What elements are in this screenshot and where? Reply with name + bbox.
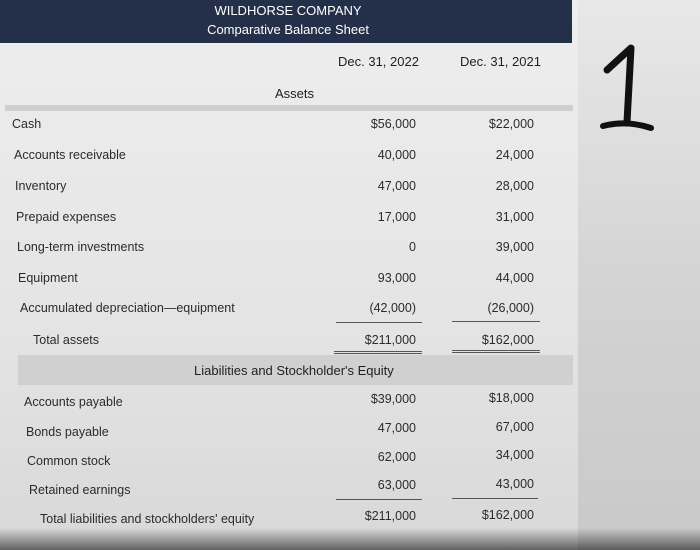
- value-2021: 43,000: [495, 477, 534, 491]
- value-2021: 39,000: [495, 240, 534, 254]
- value-2022: 17,000: [377, 210, 416, 224]
- value-2021: $162,000: [481, 508, 534, 522]
- row-label: Equipment: [18, 271, 78, 285]
- row-label: Total liabilities and stockholders' equity: [40, 512, 255, 526]
- value-2021: 67,000: [495, 420, 534, 434]
- table-row: [0, 477, 578, 503]
- value-2022: 47,000: [377, 179, 416, 193]
- value-2021: $162,000: [481, 333, 534, 347]
- row-label: Long-term investments: [17, 240, 145, 254]
- value-2022: $39,000: [370, 392, 416, 406]
- row-label: Prepaid expenses: [16, 210, 117, 224]
- statement-title: Comparative Balance Sheet: [207, 22, 369, 37]
- subtotal-rule-2021: [452, 498, 538, 499]
- company-name: WILDHORSE COMPANY: [214, 3, 362, 18]
- value-2022: $211,000: [364, 509, 416, 523]
- subtotal-rule-2022: [336, 322, 422, 323]
- value-2021: 44,000: [495, 271, 534, 285]
- value-2021: 28,000: [495, 179, 534, 193]
- value-2021: 31,000: [495, 210, 534, 224]
- row-label: Accounts payable: [24, 395, 123, 409]
- total-double-rule-2022: [334, 351, 422, 354]
- subtotal-rule-2022: [336, 499, 422, 500]
- value-2022: 47,000: [377, 421, 416, 435]
- value-2021: $18,000: [488, 391, 534, 405]
- row-label: Accounts receivable: [14, 148, 126, 162]
- row-label: Bonds payable: [26, 425, 109, 439]
- total-double-rule-2021: [452, 350, 540, 353]
- row-label: Accumulated depreciation—equipment: [20, 301, 235, 315]
- column-header-2022: Dec. 31, 2022: [338, 54, 419, 69]
- row-label: Total assets: [33, 333, 100, 347]
- table-row: [0, 271, 578, 291]
- row-label: Inventory: [15, 179, 67, 193]
- table-row: [0, 117, 578, 137]
- assets-divider-band: [5, 105, 573, 111]
- assets-heading: Assets: [275, 86, 315, 101]
- liabilities-heading: Liabilities and Stockholder's Equity: [194, 363, 394, 378]
- table-row: [0, 148, 578, 168]
- value-2022: 40,000: [377, 148, 416, 162]
- value-2021: $22,000: [488, 117, 534, 131]
- table-row: [0, 448, 578, 474]
- table-row: [0, 210, 578, 230]
- table-row: [0, 240, 578, 260]
- value-2022: 63,000: [377, 478, 416, 492]
- table-row: [0, 420, 578, 445]
- value-2021: 24,000: [495, 148, 534, 162]
- table-row: [0, 391, 578, 415]
- value-2021: 34,000: [495, 448, 534, 462]
- value-2022: 93,000: [377, 271, 416, 285]
- row-label: Retained earnings: [29, 483, 131, 497]
- row-label: Common stock: [27, 454, 111, 468]
- table-row: [0, 179, 578, 199]
- value-2022: 0: [409, 240, 416, 254]
- row-label: Cash: [12, 117, 42, 131]
- value-2022: $211,000: [364, 333, 416, 347]
- value-2022: $56,000: [370, 117, 416, 131]
- column-header-2021: Dec. 31, 2021: [460, 54, 541, 69]
- photo-edge-shadow: [0, 528, 700, 550]
- value-2022: 62,000: [377, 450, 416, 464]
- subtotal-rule-2021: [452, 321, 540, 322]
- handwritten-number-icon: [585, 40, 665, 140]
- value-2021: (26,000): [487, 301, 534, 315]
- value-2022: (42,000): [369, 301, 416, 315]
- table-row: [0, 301, 578, 321]
